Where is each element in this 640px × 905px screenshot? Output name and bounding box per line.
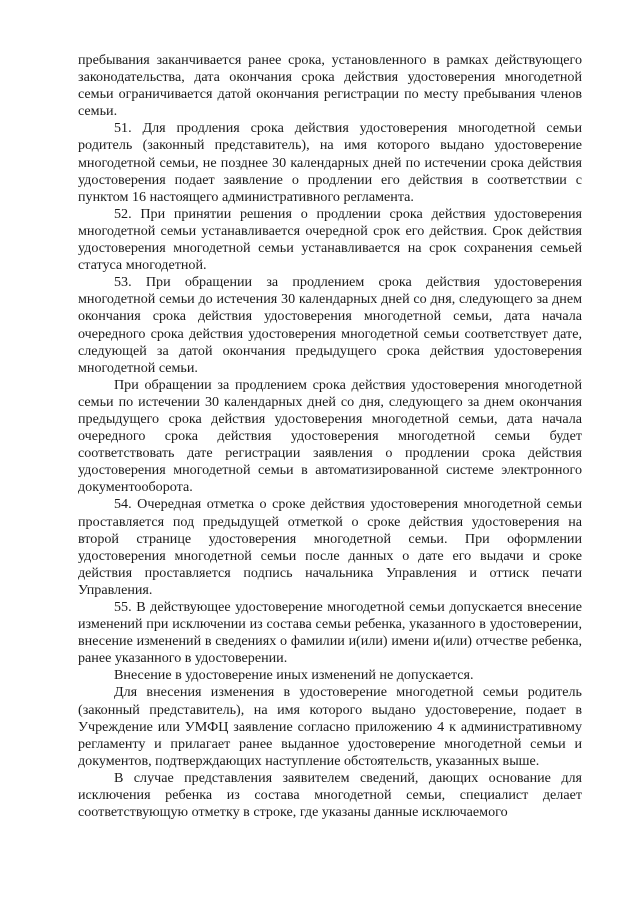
document-page: [78, 52, 582, 821]
paragraph-55: 55. В действующее удостоверение многодетной семьи допускается внесение изменений при исключении из состава семьи ребенка, указанного в удостоверении, внесение изменений в сведениях о фамилии и(или) имени и(или) отчестве ребенка, ранее указанного в удостоверении.: [78, 599, 582, 667]
paragraph-55-exclusion: В случае представления заявителем сведений, дающих основание для исключения ребенка из состава многодетной семьи, специалист делает соответствующую отметку в строке, где указаны данные исключаемого: [78, 769, 582, 821]
paragraph-55-no-other-changes: Внесение в удостоверение иных изменений не допускается.: [114, 667, 474, 684]
paragraph-53-second: При обращении за продлением срока действия удостоверения многодетной семьи по истечении 30 календарных дней со дня, следующего за днем окончания предыдущего срока действия удостоверения многодетной семьи, дата начала очередного срока действия удостоверения многодетной семьи будет соответствовать дате регистрации заявления о продлении срока действия удостоверения многодетной семьи в автоматизированной системе электронного документооборота.: [78, 376, 582, 496]
paragraph-52: 52. При принятии решения о продлении срока действия удостоверения многодетной семьи устанавливается очередной срок его действия. Срок действия удостоверения многодетной семьи устанавливается на срок сохранения семьей статуса многодетной.: [78, 205, 582, 274]
paragraph-55-application: Для внесения изменения в удостоверение многодетной семьи родитель (законный представитель), на имя которого выдано удостоверение, подает в Учреждение или УМФЦ заявление согласно приложению 4 к административному регламенту и прилагает ранее выданное удостоверение многодетной семьи и документов, подтверждающих наступление обстоятельств, указанных выше.: [78, 684, 582, 769]
paragraph-51: 51. Для продления срока действия удостоверения многодетной семьи родитель (законный представитель), на имя которого выдано удостоверение многодетной семьи, не позднее 30 календарных дней по истечении срока действия удостоверения подает заявление о продлении его действия в соответствии с пунктом 16 настоящего административного регламента.: [78, 120, 582, 205]
paragraph-53: 53. При обращении за продлением срока действия удостоверения многодетной семьи до истечения 30 календарных дней со дня, следующего за днем окончания срока действия удостоверения многодетной семьи, дата начала очередного срока действия удостоверения многодетной семьи соответствует дате, следующей за датой окончания предыдущего срока действия удостоверения многодетной семьи.: [78, 274, 582, 376]
paragraph-continuation: пребывания заканчивается ранее срока, установленного в рамках действующего законодательства, дата окончания срока действия удостоверения многодетной семьи ограничивается датой окончания регистрации по месту пребывания членов семьи.: [78, 52, 582, 120]
paragraph-54: 54. Очередная отметка о сроке действия удостоверения многодетной семьи проставляется под предыдущей отметкой о сроке действия удостоверения на второй странице удостоверения многодетной семьи. При оформлении удостоверения многодетной семьи после данных о дате его выдачи и сроке действия проставляется подпись начальника Управления и оттиск печати Управления.: [78, 496, 582, 598]
